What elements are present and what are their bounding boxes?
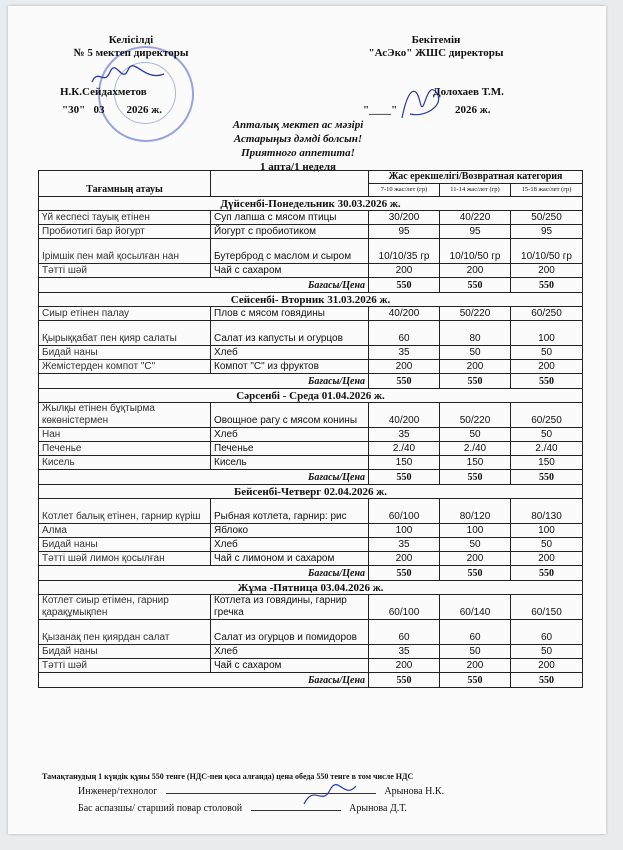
portion-3: 60/250 <box>511 403 583 428</box>
dish-name-ru: Суп лапша с мясом птицы <box>211 211 369 225</box>
price-row <box>39 470 583 485</box>
price-label: Бағасы/Цена <box>39 566 369 581</box>
portion-3: 200 <box>511 659 583 673</box>
price-value: 550 <box>440 470 511 485</box>
date-day-blank: "____" <box>363 104 398 116</box>
dish-row <box>39 645 583 659</box>
day-title: Сәрсенбі - Среда 01.04.2026 ж. <box>39 389 583 403</box>
portion-2: 150 <box>440 456 511 470</box>
col-age-category: Жас ерекшелігі/Возвратная категория <box>369 171 583 184</box>
portion-3: 50 <box>511 645 583 659</box>
signature-line <box>251 810 341 811</box>
portion-3: 10/10/50 гр <box>511 239 583 264</box>
dish-name-kz: Үй кеспесі тауық етінен <box>39 211 211 225</box>
portion-3: 60/250 <box>511 307 583 321</box>
portion-2: 40/220 <box>440 211 511 225</box>
approval-right-line2: "АсЭко" ЖШС директоры <box>368 47 504 59</box>
price-row <box>39 673 583 688</box>
dish-name-ru: Рыбная котлета, гарнир: рис <box>211 499 369 524</box>
portion-1: 40/200 <box>369 307 440 321</box>
dish-row <box>39 428 583 442</box>
dish-row <box>39 360 583 374</box>
portion-2: 50 <box>440 428 511 442</box>
dish-row <box>39 442 583 456</box>
dish-name-ru: Хлеб <box>211 428 369 442</box>
cook-name: Арынова Д.Т. <box>349 803 407 814</box>
date-day: "30" <box>62 104 86 116</box>
dish-row <box>39 403 583 428</box>
dish-row <box>39 264 583 278</box>
portion-1: 200 <box>369 659 440 673</box>
company-director-name: Долохаев Т.М. <box>433 86 504 98</box>
portion-1: 10/10/35 гр <box>369 239 440 264</box>
portion-2: 60/140 <box>440 595 511 620</box>
day-header <box>39 197 583 211</box>
portion-1: 35 <box>369 645 440 659</box>
price-value: 550 <box>369 673 440 688</box>
portion-2: 50 <box>440 538 511 552</box>
dish-row <box>39 239 583 264</box>
portion-2: 95 <box>440 225 511 239</box>
portion-2: 50/220 <box>440 307 511 321</box>
price-value: 550 <box>511 566 583 581</box>
portion-1: 60/100 <box>369 499 440 524</box>
price-row <box>39 278 583 293</box>
portion-1: 60/100 <box>369 595 440 620</box>
col-dish-name: Тағамның атауы <box>39 171 211 197</box>
dish-name-ru: Хлеб <box>211 645 369 659</box>
day-title: Жұма -Пятница 03.04.2026 ж. <box>39 581 583 595</box>
dish-name-kz: Тәтті шәй <box>39 659 211 673</box>
slogan-line2: Астарыңыз дәмді болсын! <box>233 133 363 145</box>
portion-3: 150 <box>511 456 583 470</box>
approval-left-line2: № 5 мектеп директоры <box>73 47 189 59</box>
dish-name-kz: Қырыққабат пен қияр салаты <box>39 321 211 346</box>
portion-1: 60 <box>369 321 440 346</box>
day-header <box>39 581 583 595</box>
col-dish-name-ru <box>211 171 369 197</box>
cook-signature-line <box>78 803 407 814</box>
portion-1: 100 <box>369 524 440 538</box>
portion-1: 95 <box>369 225 440 239</box>
dish-name-kz: Котлет балық етінен, гарнир күріш <box>39 499 211 524</box>
portion-3: 50 <box>511 538 583 552</box>
dish-name-kz: Алма <box>39 524 211 538</box>
portion-3: 60/150 <box>511 595 583 620</box>
dish-name-ru: Хлеб <box>211 346 369 360</box>
portion-1: 200 <box>369 552 440 566</box>
price-value: 550 <box>511 673 583 688</box>
dish-name-ru: Салат из огурцов и помидоров <box>211 620 369 645</box>
price-value: 550 <box>440 374 511 389</box>
dish-row <box>39 456 583 470</box>
price-value: 550 <box>369 470 440 485</box>
dish-name-kz: Жемістерден компот "С" <box>39 360 211 374</box>
daily-cost-note: Тамақтанудың 1 күндік құны 550 тенге (НДС-пен қоса алғанда) цена обеда 550 тенге в том числе НДС <box>42 772 414 781</box>
dish-row <box>39 307 583 321</box>
slogan-line1: Апталық мектеп ас мәзірі <box>232 119 364 131</box>
portion-3: 95 <box>511 225 583 239</box>
menu-slogan <box>208 118 388 174</box>
dish-name-kz: Ірімшік пен май қосылған нан <box>39 239 211 264</box>
portion-3: 50 <box>511 428 583 442</box>
approval-left <box>56 34 206 60</box>
dish-row <box>39 552 583 566</box>
price-row <box>39 566 583 581</box>
date-year: 2026 ж. <box>126 104 162 116</box>
portion-3: 2./40 <box>511 442 583 456</box>
dish-name-kz: Кисель <box>39 456 211 470</box>
price-value: 550 <box>440 566 511 581</box>
engineer-name: Арынова Н.К. <box>384 786 445 797</box>
portion-3: 100 <box>511 524 583 538</box>
dish-name-ru: Хлеб <box>211 538 369 552</box>
portion-3: 50 <box>511 346 583 360</box>
portion-1: 60 <box>369 620 440 645</box>
price-label: Бағасы/Цена <box>39 673 369 688</box>
dish-name-ru: Кисель <box>211 456 369 470</box>
portion-1: 35 <box>369 538 440 552</box>
portion-2: 80/120 <box>440 499 511 524</box>
portion-3: 100 <box>511 321 583 346</box>
portion-2: 60 <box>440 620 511 645</box>
day-header <box>39 485 583 499</box>
dish-name-ru: Плов с мясом говядины <box>211 307 369 321</box>
dish-name-kz: Бидай наны <box>39 538 211 552</box>
cook-label: Бас аспазшы/ старший повар столовой <box>78 803 243 814</box>
dish-row <box>39 524 583 538</box>
price-value: 550 <box>511 278 583 293</box>
portion-2: 200 <box>440 264 511 278</box>
portion-3: 200 <box>511 264 583 278</box>
dish-row <box>39 225 583 239</box>
portion-2: 50/220 <box>440 403 511 428</box>
dish-row <box>39 659 583 673</box>
portion-2: 200 <box>440 659 511 673</box>
approval-right <box>356 34 516 60</box>
price-value: 550 <box>369 374 440 389</box>
price-value: 550 <box>511 374 583 389</box>
price-label: Бағасы/Цена <box>39 374 369 389</box>
price-label: Бағасы/Цена <box>39 470 369 485</box>
portion-1: 35 <box>369 346 440 360</box>
dish-name-ru: Чай с лимоном и сахаром <box>211 552 369 566</box>
dish-name-ru: Компот "С" из фруктов <box>211 360 369 374</box>
approval-right-date <box>363 104 490 116</box>
portion-2: 80 <box>440 321 511 346</box>
dish-row <box>39 499 583 524</box>
dish-row <box>39 211 583 225</box>
age-15-18: 15-18 жас/лет (гр) <box>511 184 583 197</box>
day-title: Дүйсенбі-Понедельник 30.03.2026 ж. <box>39 197 583 211</box>
price-value: 550 <box>369 566 440 581</box>
price-row <box>39 374 583 389</box>
dish-name-ru: Чай с сахаром <box>211 659 369 673</box>
price-value: 550 <box>511 470 583 485</box>
portion-2: 50 <box>440 346 511 360</box>
portion-3: 80/130 <box>511 499 583 524</box>
dish-name-kz: Тәтті шәй <box>39 264 211 278</box>
engineer-signature-line <box>78 786 444 797</box>
date-month: 03 <box>93 104 105 116</box>
dish-row <box>39 321 583 346</box>
price-value: 550 <box>440 673 511 688</box>
portion-1: 200 <box>369 264 440 278</box>
day-title: Сейсенбі- Вторник 31.03.2026 ж. <box>39 293 583 307</box>
dish-name-kz: Қызанақ пен қиярдан салат <box>39 620 211 645</box>
approval-right-line1: Бекітемін <box>411 34 461 46</box>
portion-3: 60 <box>511 620 583 645</box>
portion-1: 150 <box>369 456 440 470</box>
age-11-14: 11-14 жас/лет (гр) <box>440 184 511 197</box>
portion-2: 100 <box>440 524 511 538</box>
engineer-label: Инженер/технолог <box>78 786 158 797</box>
age-7-10: 7-10 жас/лет (гр) <box>369 184 440 197</box>
dish-name-ru: Котлета из говядины, гарнир гречка <box>211 595 369 620</box>
dish-name-ru: Чай с сахаром <box>211 264 369 278</box>
dish-name-kz: Печенье <box>39 442 211 456</box>
menu-table <box>38 170 583 688</box>
dish-name-ru: Яблоко <box>211 524 369 538</box>
dish-name-kz: Пробиотигі бар йогурт <box>39 225 211 239</box>
portion-2: 200 <box>440 552 511 566</box>
approval-left-date <box>62 104 162 116</box>
slogan-line3: Приятного аппетита! <box>241 147 355 159</box>
dish-name-kz: Тәтті шәй лимон қосылған <box>39 552 211 566</box>
portion-1: 200 <box>369 360 440 374</box>
price-label: Бағасы/Цена <box>39 278 369 293</box>
dish-name-kz: Бидай наны <box>39 645 211 659</box>
week-label: 1 апта/1 неделя <box>260 161 336 173</box>
portion-2: 50 <box>440 645 511 659</box>
approval-left-line1: Келісілді <box>108 34 154 46</box>
day-header <box>39 293 583 307</box>
price-value: 550 <box>369 278 440 293</box>
dish-name-kz: Котлет сиыр етімен, гарнир қарақұмықпен <box>39 595 211 620</box>
dish-row <box>39 538 583 552</box>
dish-name-ru: Йогурт с пробиотиком <box>211 225 369 239</box>
dish-row <box>39 620 583 645</box>
day-title: Бейсенбі-Четверг 02.04.2026 ж. <box>39 485 583 499</box>
dish-name-kz: Жылқы етінен бұқтырма көкөністермен <box>39 403 211 428</box>
day-header <box>39 389 583 403</box>
dish-name-kz: Нан <box>39 428 211 442</box>
dish-row <box>39 346 583 360</box>
dish-name-ru: Бутерброд с маслом и сыром <box>211 239 369 264</box>
dish-name-kz: Сиыр етінен палау <box>39 307 211 321</box>
dish-name-ru: Печенье <box>211 442 369 456</box>
director-name: Н.К.Сейдахметов <box>60 86 147 98</box>
price-value: 550 <box>440 278 511 293</box>
portion-2: 200 <box>440 360 511 374</box>
portion-3: 200 <box>511 360 583 374</box>
dish-name-kz: Бидай наны <box>39 346 211 360</box>
portion-1: 35 <box>369 428 440 442</box>
date-year-right: 2026 ж. <box>454 104 491 116</box>
dish-name-ru: Салат из капусты и огурцов <box>211 321 369 346</box>
portion-1: 30/200 <box>369 211 440 225</box>
portion-1: 2./40 <box>369 442 440 456</box>
portion-3: 50/250 <box>511 211 583 225</box>
dish-row <box>39 595 583 620</box>
portion-2: 10/10/50 гр <box>440 239 511 264</box>
portion-2: 2./40 <box>440 442 511 456</box>
portion-3: 200 <box>511 552 583 566</box>
dish-name-ru: Овощное рагу с мясом конины <box>211 403 369 428</box>
portion-1: 40/200 <box>369 403 440 428</box>
